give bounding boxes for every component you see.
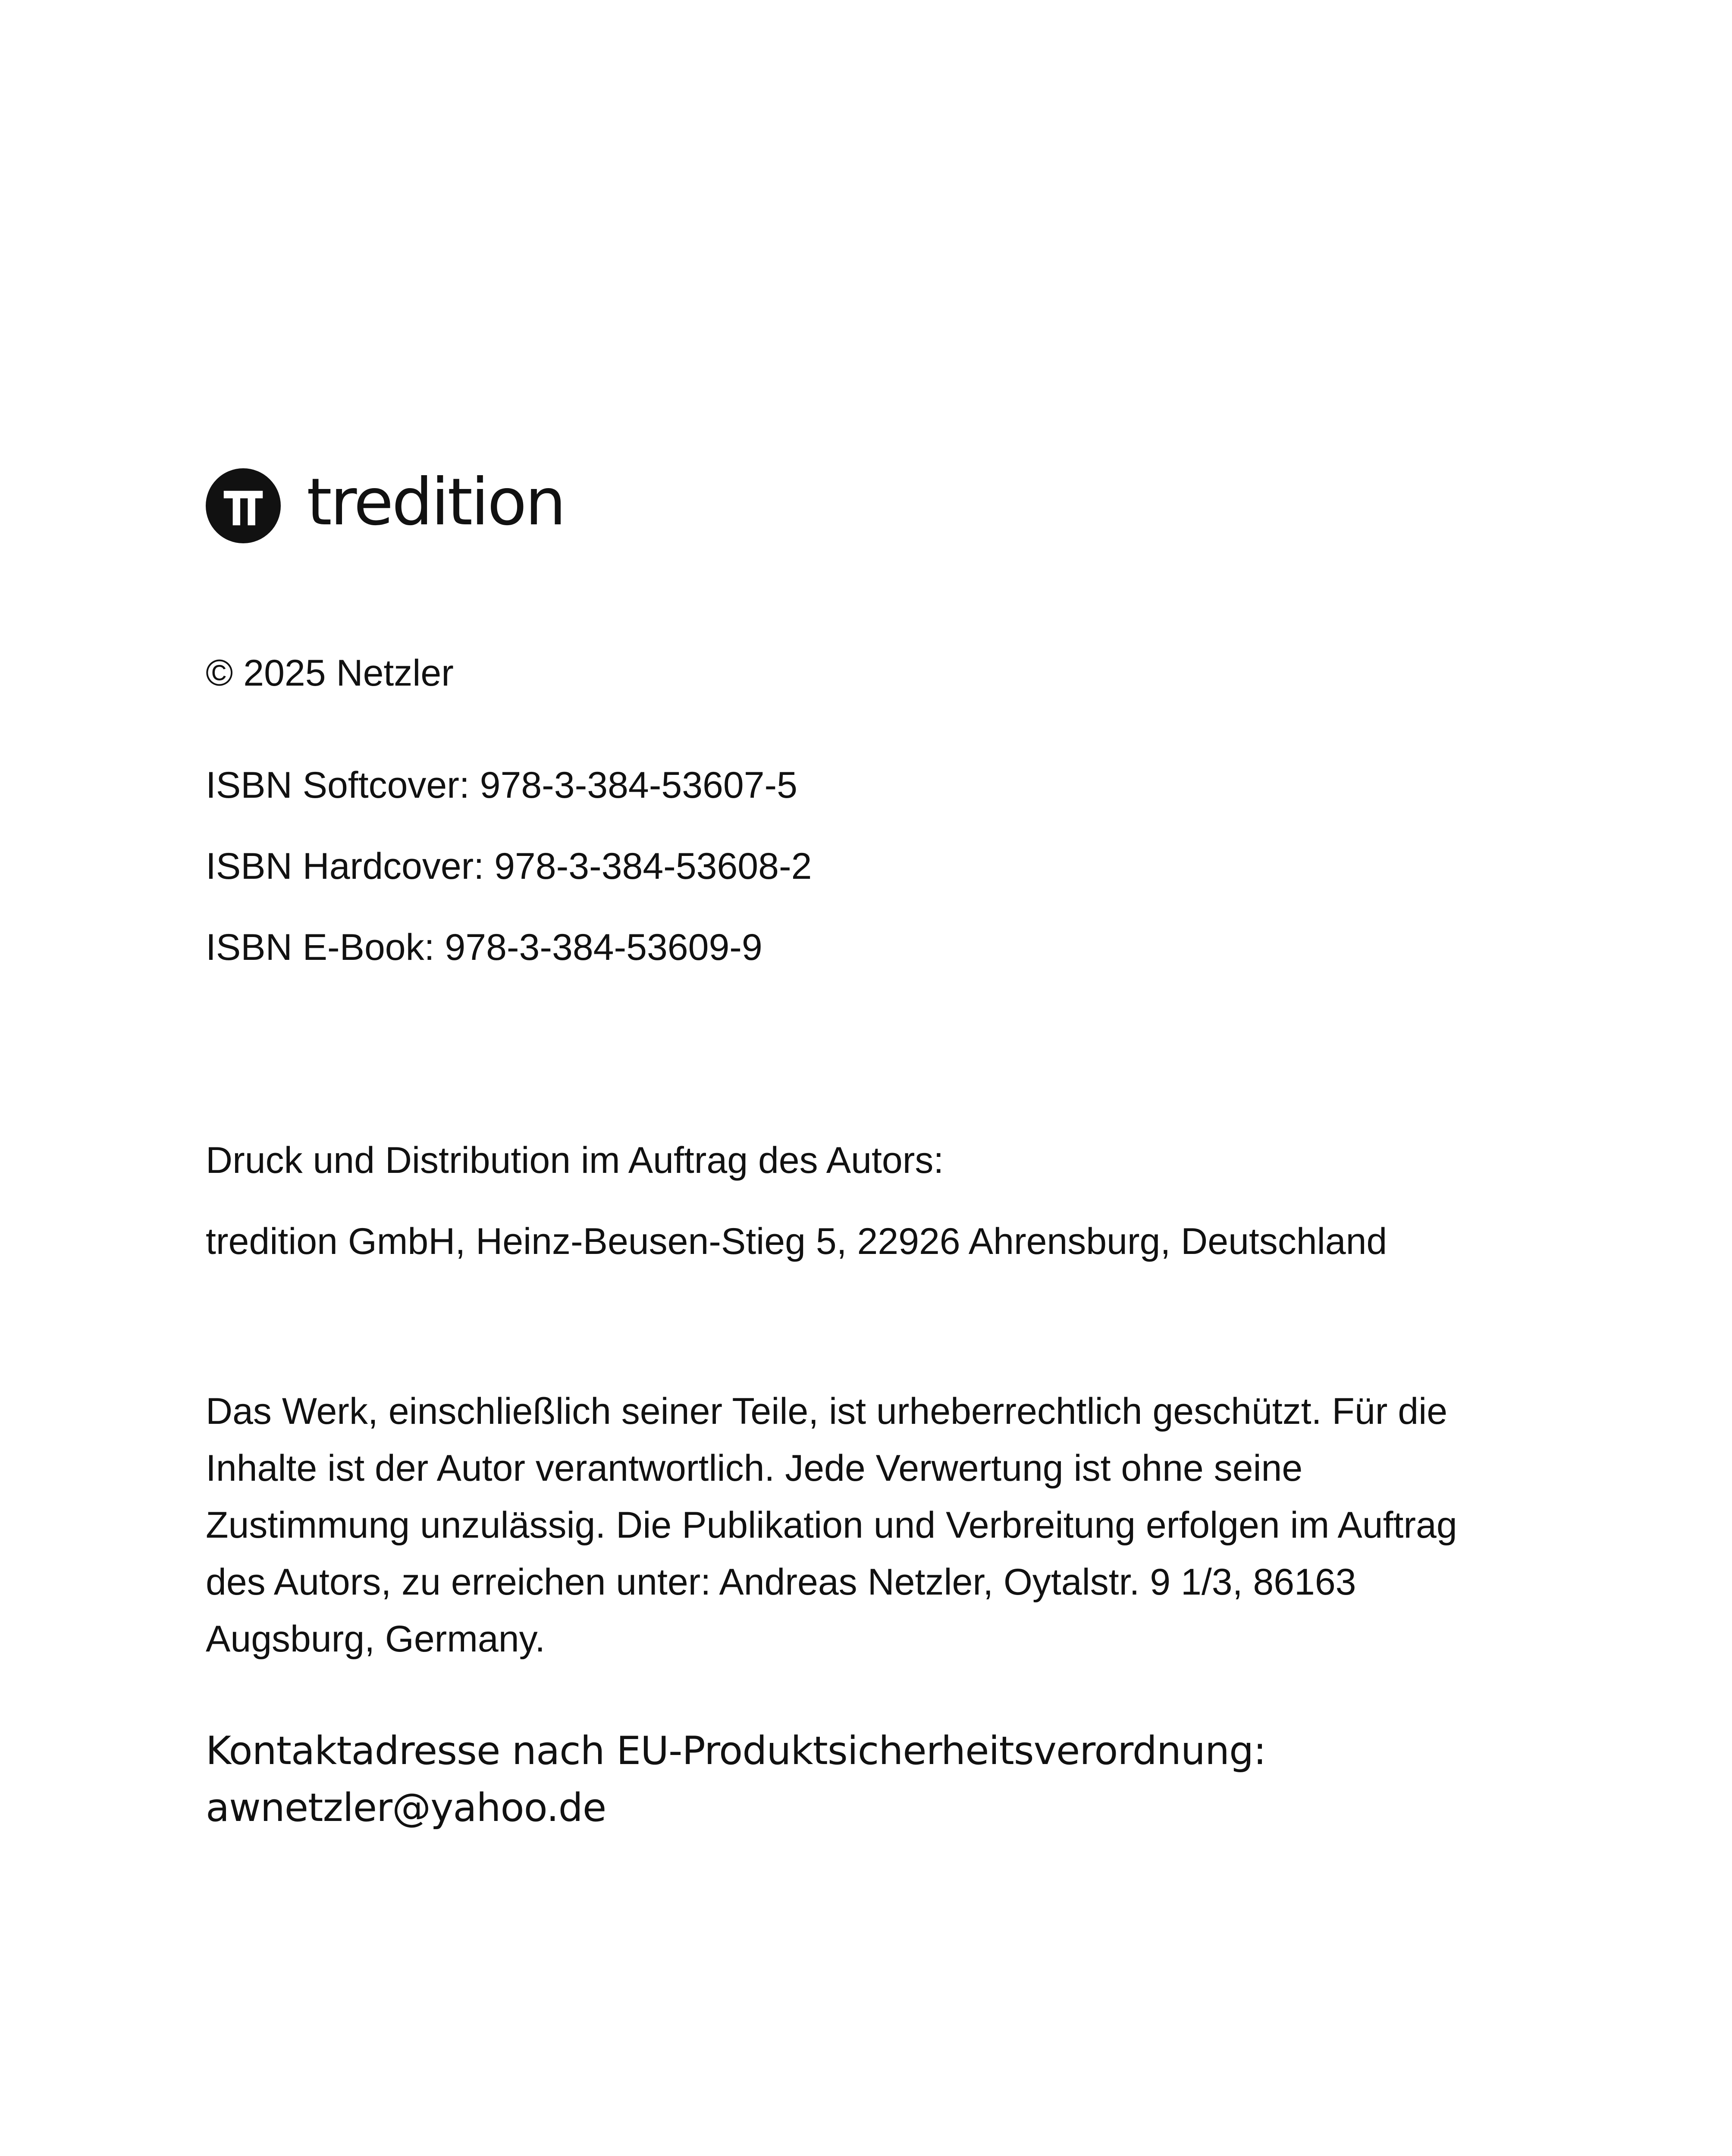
legal-notice <box>206 1383 1564 1667</box>
contact-email: awnetzler@yahoo.de <box>206 1785 606 1830</box>
legal-notice-line: Inhalte ist der Autor verantwortlich. Jede Verwertung ist ohne seine <box>206 1448 1303 1489</box>
product-safety-contact <box>206 1723 1266 1836</box>
isbn-softcover: ISBN Softcover: 978-3-384-53607-5 <box>206 765 798 806</box>
contact-label: Kontaktadresse nach EU-Produktsicherheitsverordnung: <box>206 1728 1266 1774</box>
distribution-address: tredition GmbH, Heinz-Beusen-Stieg 5, 22926 Ahrensburg, Deutschland <box>206 1221 1387 1262</box>
publisher-wordmark: tredition <box>307 465 565 540</box>
distribution-label: Druck und Distribution im Auftrag des Autors: <box>206 1140 944 1181</box>
tredition-logo-icon <box>206 468 281 543</box>
legal-notice-line: Augsburg, Germany. <box>206 1618 546 1660</box>
legal-notice-line: des Autors, zu erreichen unter: Andreas Netzler, Oytalstr. 9 1/3, 86163 <box>206 1561 1356 1603</box>
isbn-hardcover: ISBN Hardcover: 978-3-384-53608-2 <box>206 846 812 887</box>
isbn-ebook: ISBN E-Book: 978-3-384-53609-9 <box>206 927 762 968</box>
copyright-notice: © 2025 Netzler <box>206 652 454 694</box>
publisher-logo <box>206 467 565 545</box>
legal-notice-line: Das Werk, einschließlich seiner Teile, ist urheberrechtlich geschützt. Für die <box>206 1391 1448 1432</box>
legal-notice-line: Zustimmung unzulässig. Die Publikation und Verbreitung erfolgen im Auftrag <box>206 1504 1457 1546</box>
